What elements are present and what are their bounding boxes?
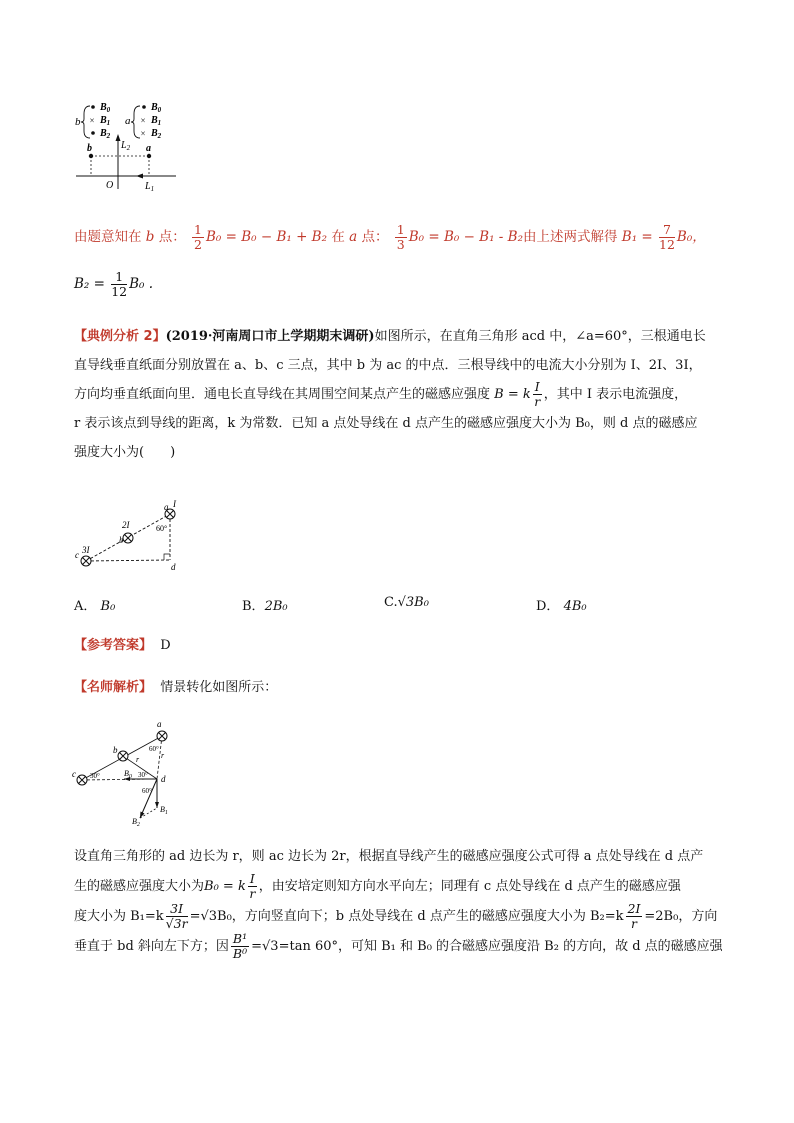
svg-text:I: I (173, 499, 176, 509)
svg-text:B0: $B_0$ (151, 102, 162, 114)
svg-text:r: r (136, 755, 140, 764)
svg-text:B1: $B_1$ (160, 805, 168, 816)
svg-text:30°: 30° (90, 772, 100, 780)
svg-text:r: r (161, 751, 165, 760)
svg-text:L1: $L_1$ (145, 181, 155, 192)
reference-answer: 【参考答案】 D (74, 638, 171, 653)
figure-b-a-field-diagram (72, 96, 178, 192)
solution-intro: 由题意知在 b 点： $\frac{1}{2}$ B₀ = B₀ − B₁ + B₂ 在 a 点： $\frac{1}{3}$ B₀ = B₀ − B₁ - B₂由上述两式解得 B₁ = $\frac{7}{12}$ B₀， (74, 222, 706, 252)
svg-text:B1: $B_1$ (100, 115, 111, 127)
svg-text:60°: 60° (149, 745, 159, 753)
svg-text:b: b (113, 745, 118, 755)
svg-text:b: b (87, 143, 92, 154)
svg-text:d: d (171, 562, 176, 570)
wire-c-icon-2 (77, 775, 87, 785)
option-b[interactable]: B．2B₀ (242, 599, 288, 614)
teacher-analysis: 【名师解析】 情景转化如图所示： (74, 680, 278, 695)
label-origin: O (106, 180, 114, 191)
label-a-point: a (125, 115, 131, 127)
svg-text:a: a (146, 143, 151, 154)
svg-text:×: × (140, 128, 146, 139)
svg-text:×: × (89, 115, 95, 126)
svg-text:d: d (161, 774, 166, 784)
svg-text:c: c (72, 769, 76, 779)
option-a[interactable]: A． B₀ (74, 599, 116, 614)
label-b-point: b (75, 116, 81, 128)
svg-text:60°: 60° (156, 524, 168, 533)
svg-text:3I: 3I (82, 545, 90, 555)
wire-b-icon (123, 533, 133, 543)
svg-text:B2: $B_2$ (151, 128, 162, 140)
svg-text:B2: $B_2$ (100, 128, 111, 140)
option-d[interactable]: D． 4B₀ (536, 599, 587, 614)
svg-text:c: c (75, 550, 79, 560)
svg-text:2I: 2I (122, 520, 130, 530)
solution-b2: B₂ = $\frac{1}{12}$ B₀ . (74, 269, 154, 299)
figure-triangle-acd (72, 498, 188, 570)
option-c[interactable]: C.√3B₀ (384, 595, 429, 610)
svg-text:60°: 60° (142, 787, 152, 795)
svg-text:a: a (157, 719, 162, 729)
svg-text:×: × (140, 115, 146, 126)
svg-text:B0: $B_0$ (100, 102, 111, 114)
svg-text:B1: $B_1$ (151, 115, 162, 127)
svg-text:a: a (164, 502, 169, 512)
example-2-tag: 【典例分析 2】 (74, 329, 166, 344)
svg-text:L2: $L_2$ (121, 140, 131, 152)
svg-text:30°: 30° (138, 771, 148, 779)
svg-text:B0: $B_0$ (124, 769, 132, 780)
svg-text:b: b (119, 535, 124, 545)
explanation-text: 设直角三角形的 ad 边长为 r，则 ac 边长为 2r，根据直导线产生的磁感应强度公式可得 a 点处导线在 d 点产 生的磁感应强度大小为B₀ = k $\frac{I}{r}$ ，由安培定则知方向水平向左；同理有 c 点处导线在 d 点产生的磁感应强 度大小为 B₁=k $\frac{3I}{√3r}$ =√3B₀，方向竖直向下；b 点处导线在 d 点产生的磁感应强度大小为 B₂=k $\frac{2I}{r}$ =2B₀，方向 垂直于 bd 斜向左下方；因 $\frac{\text{B¹}}{\text{B⁰}}$ =√3=tan 60°，可知 B₁ 和 B₀ 的合磁感应强度沿 B₂ 的方向，故 d 点的磁感应强 (74, 849, 723, 961)
svg-text:B2: $B_2$ (132, 817, 140, 828)
figure-field-vectors (72, 716, 182, 828)
example-2-question: 【典例分析 2】(2019·河南周口市上学期期末调研)如图所示，在直角三角形 acd 中，∠a=60°，三根通电长 直导线垂直纸面分别放置在 a、b、c 三点，其中 b 为 ac 的中点．三根导线中的电流大小分别为 I、2I、3I， 方向均垂直纸面向里．通电长直导线在其周围空间某点产生的磁感应强度 B = k $\frac{I}{r}$ ，其中 I 表示电流强度， r 表示该点到导线的距离，k 为常数．已知 a 点处导线在 d 点产生的磁感应强度大小为 B₀，则 d 点的磁感应 强度大小为( ) (74, 329, 706, 460)
wire-a-icon-2 (157, 731, 167, 741)
wire-c-icon (81, 556, 91, 566)
wire-b-icon-2 (118, 751, 128, 761)
